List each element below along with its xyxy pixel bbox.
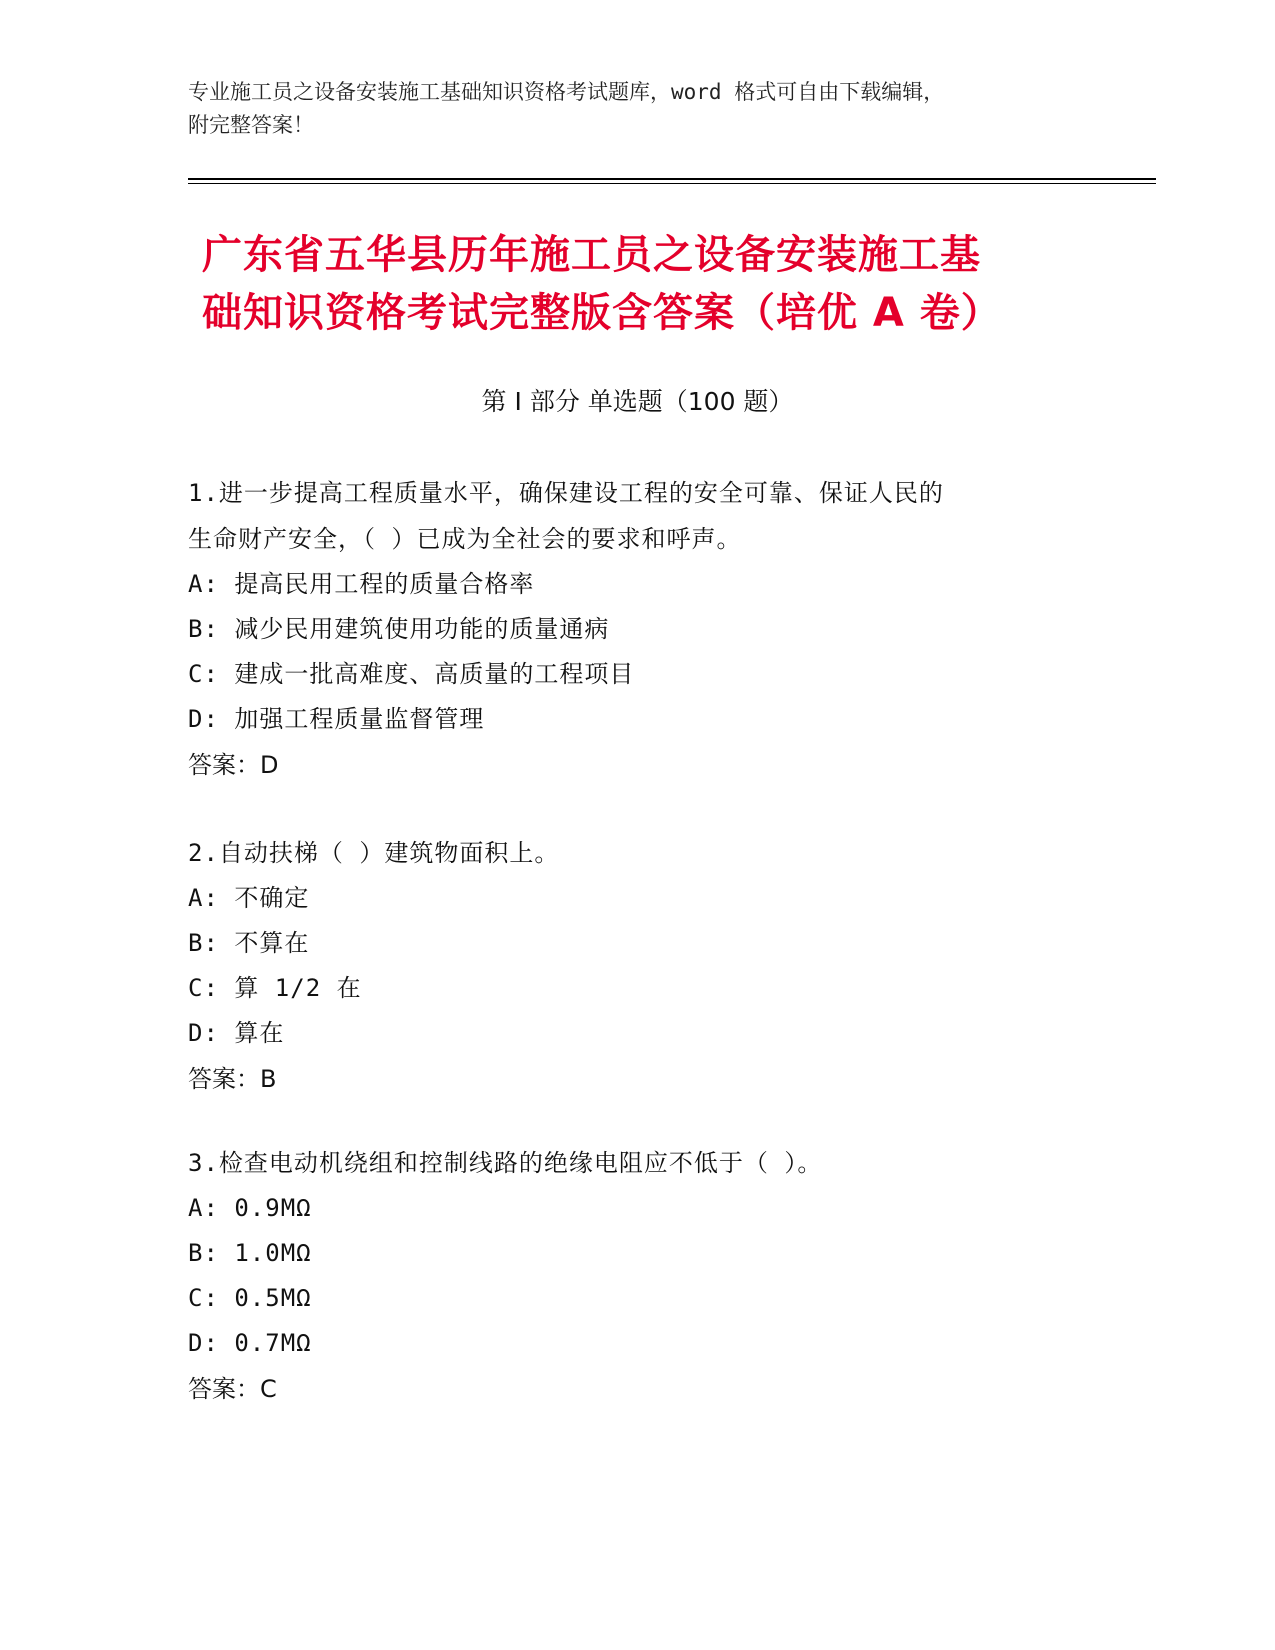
- question-3: [188, 1140, 1088, 1412]
- question-1-option-a: A: 提高民用工程的质量合格率: [188, 570, 535, 598]
- question-3-option-b: B: 1.0MΩ: [188, 1239, 312, 1267]
- question-3-stem: 3.检查电动机绕组和控制线路的绝缘电阻应不低于（ ）。: [188, 1149, 823, 1177]
- question-1-option-c: C: 建成一批高难度、高质量的工程项目: [188, 660, 635, 688]
- document-title-line-1: 广东省五华县历年施工员之设备安装施工基: [202, 232, 981, 278]
- header-note: [188, 76, 1088, 142]
- header-note-line-1: 专业施工员之设备安装施工基础知识资格考试题库，word 格式可自由下载编辑，: [188, 80, 945, 104]
- question-2-stem: 2.自动扶梯（ ）建筑物面积上。: [188, 839, 560, 867]
- header-divider-thick: [188, 178, 1156, 180]
- question-1-stem-line-2: 生命财产安全，（ ）已成为全社会的要求和呼声。: [188, 525, 742, 553]
- question-3-option-c: C: 0.5MΩ: [188, 1284, 312, 1312]
- question-2: [188, 830, 1088, 1102]
- document-title-line-2: 础知识资格考试完整版含答案（培优 A 卷）: [202, 290, 1002, 336]
- question-1-stem-line-1: 1.进一步提高工程质量水平，确保建设工程的安全可靠、保证人民的: [188, 479, 944, 507]
- question-1: [188, 470, 1088, 788]
- question-2-option-c: C: 算 1/2 在: [188, 974, 362, 1002]
- question-2-answer: 答案：B: [188, 1065, 277, 1093]
- question-3-answer: 答案：C: [188, 1375, 277, 1403]
- question-1-answer: 答案：D: [188, 751, 279, 779]
- section-heading: 第 I 部分 单选题（100 题）: [481, 387, 794, 416]
- header-note-line-2: 附完整答案！: [188, 113, 314, 137]
- question-3-option-d: D: 0.7MΩ: [188, 1329, 312, 1357]
- question-1-option-d: D: 加强工程质量监督管理: [188, 705, 485, 733]
- question-2-option-b: B: 不算在: [188, 929, 310, 957]
- question-1-option-b: B: 减少民用建筑使用功能的质量通病: [188, 615, 610, 643]
- question-2-option-d: D: 算在: [188, 1019, 285, 1047]
- document-title: [202, 226, 1102, 342]
- header-divider-thin: [188, 183, 1156, 184]
- question-3-option-a: A: 0.9MΩ: [188, 1194, 312, 1222]
- question-2-option-a: A: 不确定: [188, 884, 310, 912]
